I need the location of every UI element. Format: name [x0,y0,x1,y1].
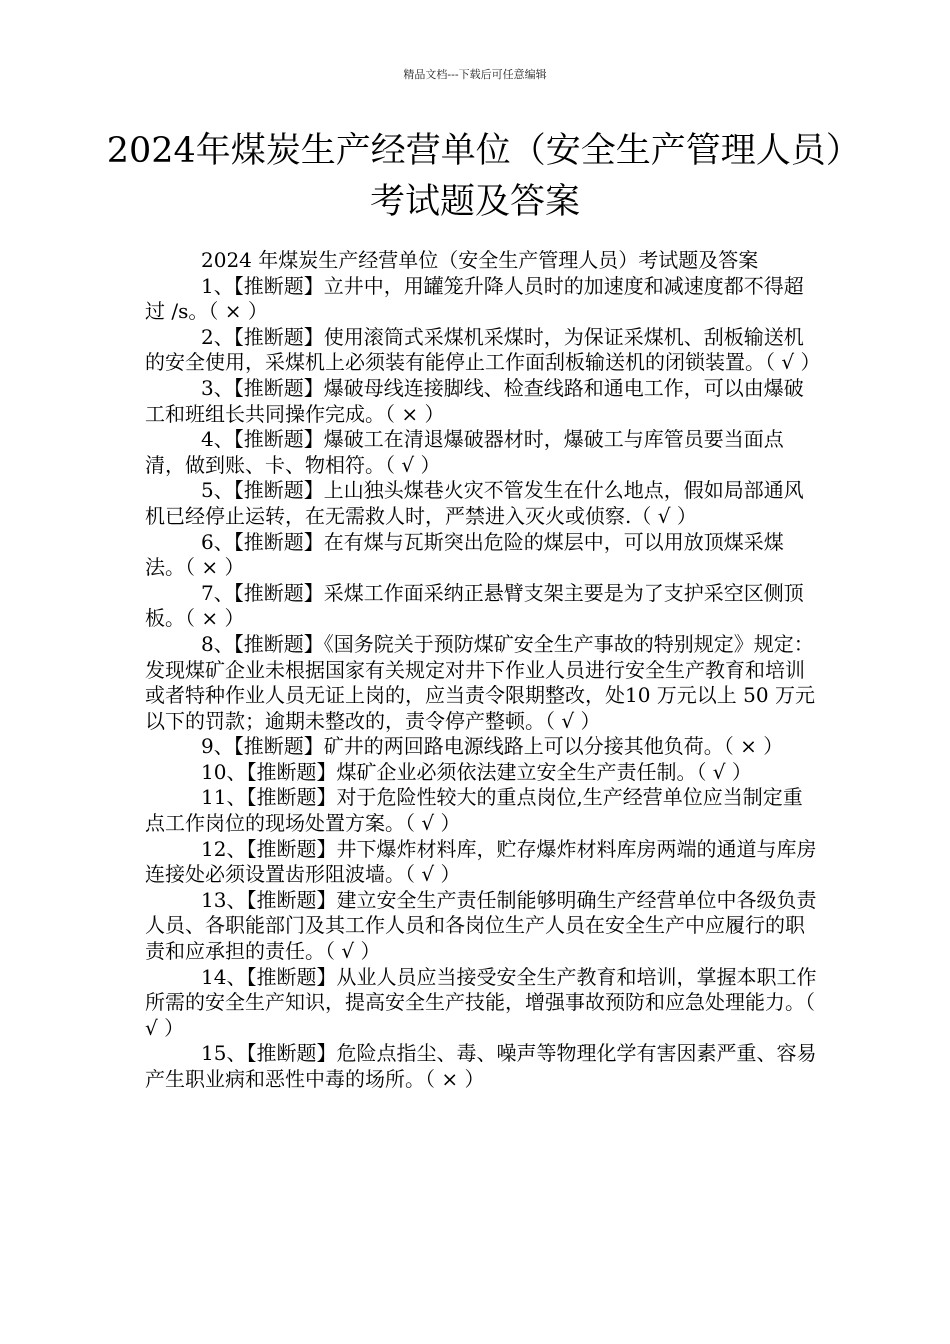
question-3: 3、【推断题】爆破母线连接脚线、检查线路和通电工作，可以由爆破工和班组长共同操作完成。（ × ） [145,375,804,426]
question-2: 2、【推断题】使用滚筒式采煤机采煤时，为保证采煤机、刮板输送机的安全使用，采煤机上必须装有能停止工作面刮板输送机的闭锁装置。（ √ ） [145,324,821,375]
question-15: 15、【推断题】危险点指尘、毒、噪声等物理化学有害因素严重、容易产生职业病和恶性中毒的场所。（ × ） [145,1041,817,1091]
question-12: 12、【推断题】井下爆炸材料库，贮存爆炸材料库房两端的通道与库房连接处必须设置齿形阻波墙。（ √ ） [145,836,817,887]
document-title: 2024年煤炭生产经营单位（安全生产管理人员）考试题及答案 [106,131,844,222]
question-13: 13、【推断题】建立安全生产责任制能够明确生产经营单位中各级负责人员、各职能部门及其工作人员和各岗位生产人员在安全生产中应履行的职责和应承担的责任。（ √ ） [145,887,817,964]
question-6: 6、【推断题】在有煤与瓦斯突出危险的煤层中，可以用放顶煤采煤法。（ × ） [145,529,784,580]
question-9: 9、【推断题】矿井的两回路电源线路上可以分接其他负荷。（ × ） [201,734,784,759]
question-7: 7、【推断题】采煤工作面采纳正悬臂支架主要是为了支护采空区侧顶板。（ × ） [145,580,804,631]
question-11: 11、【推断题】对于危险性较大的重点岗位,生产经营单位应当制定重点工作岗位的现场处置方案。（ √ ） [145,785,803,836]
question-4: 4、【推断题】爆破工在清退爆破器材时，爆破工与库管员要当面点清，做到账、卡、物相符。（ √ ） [145,427,784,477]
page-header: 精品文档---下载后可任意编辑 [403,68,547,81]
question-1: 1、【推断题】立井中，用罐笼升降人员时的加速度和减速度都不得超过 /s。（ × ） [145,273,804,324]
question-5: 5、【推断题】上山独头煤巷火灾不管发生在什么地点，假如局部通风机已经停止运转，在无需救人时，严禁进入灭火或侦察.（ √ ） [145,478,804,528]
intro-paragraph: 2024 年煤炭生产经营单位（安全生产管理人员）考试题及答案 [201,248,759,272]
document-body [145,248,821,1093]
question-14: 14、【推断题】从业人员应当接受安全生产教育和培训，掌握本职工作所需的安全生产知识，提高安全生产技能，增强事故预防和应急处理能力。（ √ ） [145,964,817,1040]
question-8: 8、【推断题】《国务院关于预防煤矿安全生产事故的特别规定》规定：发现煤矿企业未根据国家有关规定对井下作业人员进行安全生产教育和培训或者特种作业人员无证上岗的，应当责令限期整改，处10 万元以上 50 万元以下的罚款；逾期未整改的，责令停产整顿。（ √ ） [145,631,815,733]
question-10: 10、【推断题】煤矿企业必须依法建立安全生产责任制。（ √ ） [201,759,752,784]
